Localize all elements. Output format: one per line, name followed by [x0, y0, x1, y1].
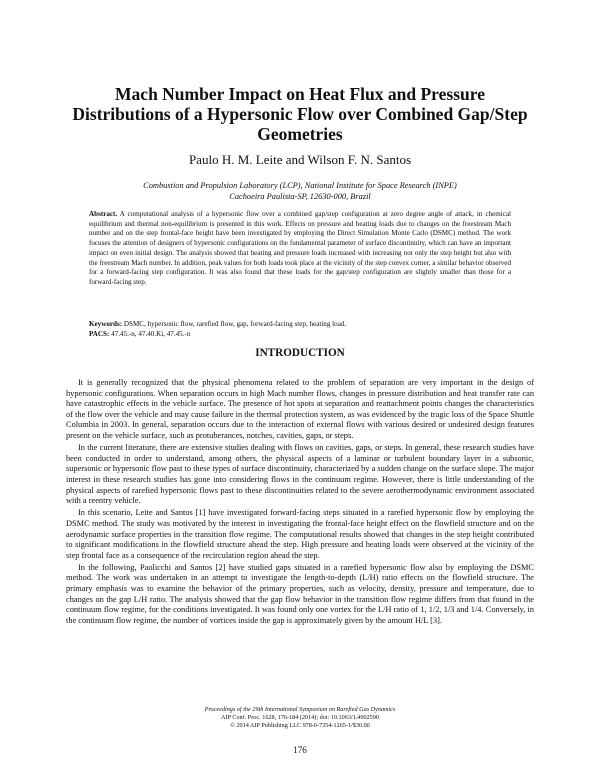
keywords-text: DSMC, hypersonic flow, rarefied flow, gap, forward-facing step, heating load. — [123, 320, 347, 328]
pacs-line — [89, 330, 511, 340]
paragraph: In the current literature, there are extensive studies dealing with flows on cavities, gaps, or steps. In general, these research studies have been conducted in order to understand, among others, the physical aspects of a laminar or turbulent boundary layer in a subsonic, supersonic or hypersonic flow past to these types of surface discontinuity, characterized by a sudden change on the surface slope. The major interest in these research studies has gone into considering flows in the continuum regime. However, there is little understanding of the physical aspects of rarefied hypersonic flows past to these discontinuities related to the severe aerothermodynamic environment associated with a reentry vehicle. — [66, 443, 534, 506]
abstract-text: A computational analysis of a hypersonic flow over a combined gap/step configuration at zero degree angle of attack, in chemical equilibrium and thermal non-equilibrium is presented in this work. Effects on pressure and heating loads due to changes on the freestream Mach number and on the step frontal-face height have been investigated by employing the Direct Simulation Monte Carlo (DSMC) method. The work focuses the attention of designers of hypersonic configurations on the fundamental parameter of surface discontinuity, which can have an important impact on even initial design. The analysis showed that heating and pressure loads increased with increasing not only the step height but also with the freestream Mach number. In addition, peak values for both loads took place at the vicinity of the step convex corner, a similar behavior observed for a forward-facing step configuration. It was also found that these loads for the gap/step configuration are slightly smaller than those for a forward-facing step. — [89, 210, 511, 286]
abstract — [89, 210, 511, 288]
title-line: Mach Number Impact on Heat Flux and Pressure — [115, 84, 485, 104]
paper-title — [60, 84, 540, 144]
pacs-text: 47.45.-n, 47.40.Ki, 47.45.-n — [111, 329, 191, 338]
keywords-block — [89, 320, 511, 339]
affiliation — [90, 180, 510, 202]
title-line: Geometries — [257, 124, 343, 144]
keywords-line — [89, 320, 511, 330]
body-text — [66, 378, 534, 628]
section-heading: INTRODUCTION — [255, 347, 345, 359]
copyright-line: © 2014 AIP Publishing LLC 978-0-7354-1265-1/$30.00 — [230, 722, 370, 729]
paragraph: It is generally recognized that the physical phenomena related to the problem of separation are very important in the design of hypersonic configurations. When separation occurs in high Mach number flows, changes in pressure distribution and heat transfer rate can have catastrophic effects in the vehicle surface. The presence of hot spots at separation and reattachment points changes the characteristics of the flow over the vehicle and may cause failure in the thermal protection system, as was evidenced by the tragic loss of the Space Shuttle Columbia in 2003. In general, separation occurs due to the interaction of external flows with various desired or undesired design features present on the vehicle surface, such as protuberances, notches, cavities, gaps, or steps. — [66, 378, 534, 440]
paragraph: In this scenario, Leite and Santos [1] have investigated forward-facing steps situated in a rarefied hypersonic flow by employing the DSMC method. The study was motivated by the interest in investigating the frontal-face height effect on the flowfield structure and on the aerodynamic surface properties in the transition flow regime. The computational results showed that changes in the step height contributed to significant modifications in the flowfield structure ahead the step. High pressure and heating loads were observed at the vicinity of the step frontal face as a consequence of the recirculation region ahead the step. — [66, 508, 534, 560]
page-number: 176 — [293, 745, 307, 755]
proceedings-line: Proceedings of the 29th International Symposium on Rarefied Gas Dynamics — [204, 706, 396, 713]
paragraph: In the following, Paolicchi and Santos [2] have studied gaps situated in a rarefied hypersonic flow also by employing the DSMC method. The work was undertaken in an attempt to investigate the length-to-depth (L/H) ratio effects on the flowfield structure. The primary emphasis was to examine the behavior of the primary properties, such as velocity, density, pressure and temperature, due to changes on the gap L/H ratio. The analysis showed that the gap flow behavior in the transition flow regime differs from that found in the continuum flow regime, for the conditions investigated. It was found only one vortex for the L/H ratio of 1, 1/2, 1/3 and 1/4. Conversely, in the continuum flow regime, the number of vortices inside the gap is approximately given by the amount H/L [3]. — [66, 562, 534, 625]
author-list: Paulo H. M. Leite and Wilson F. N. Santos — [188, 152, 412, 167]
pacs-label: PACS: — [89, 329, 110, 338]
abstract-label: Abstract. — [89, 210, 118, 218]
affiliation-line: Cachoeira Paulista-SP, 12630-000, Brazil — [229, 192, 371, 201]
title-line: Distributions of a Hypersonic Flow over Combined Gap/Step — [72, 104, 528, 124]
citation-line: AIP Conf. Proc. 1628, 176-184 (2014); doi: 10.1063/1.4902590 — [221, 714, 379, 721]
publication-footer — [100, 706, 500, 730]
keywords-label: Keywords: — [89, 320, 123, 328]
affiliation-line: Combustion and Propulsion Laboratory (LCP), National Institute for Space Research (INPE) — [143, 181, 457, 190]
